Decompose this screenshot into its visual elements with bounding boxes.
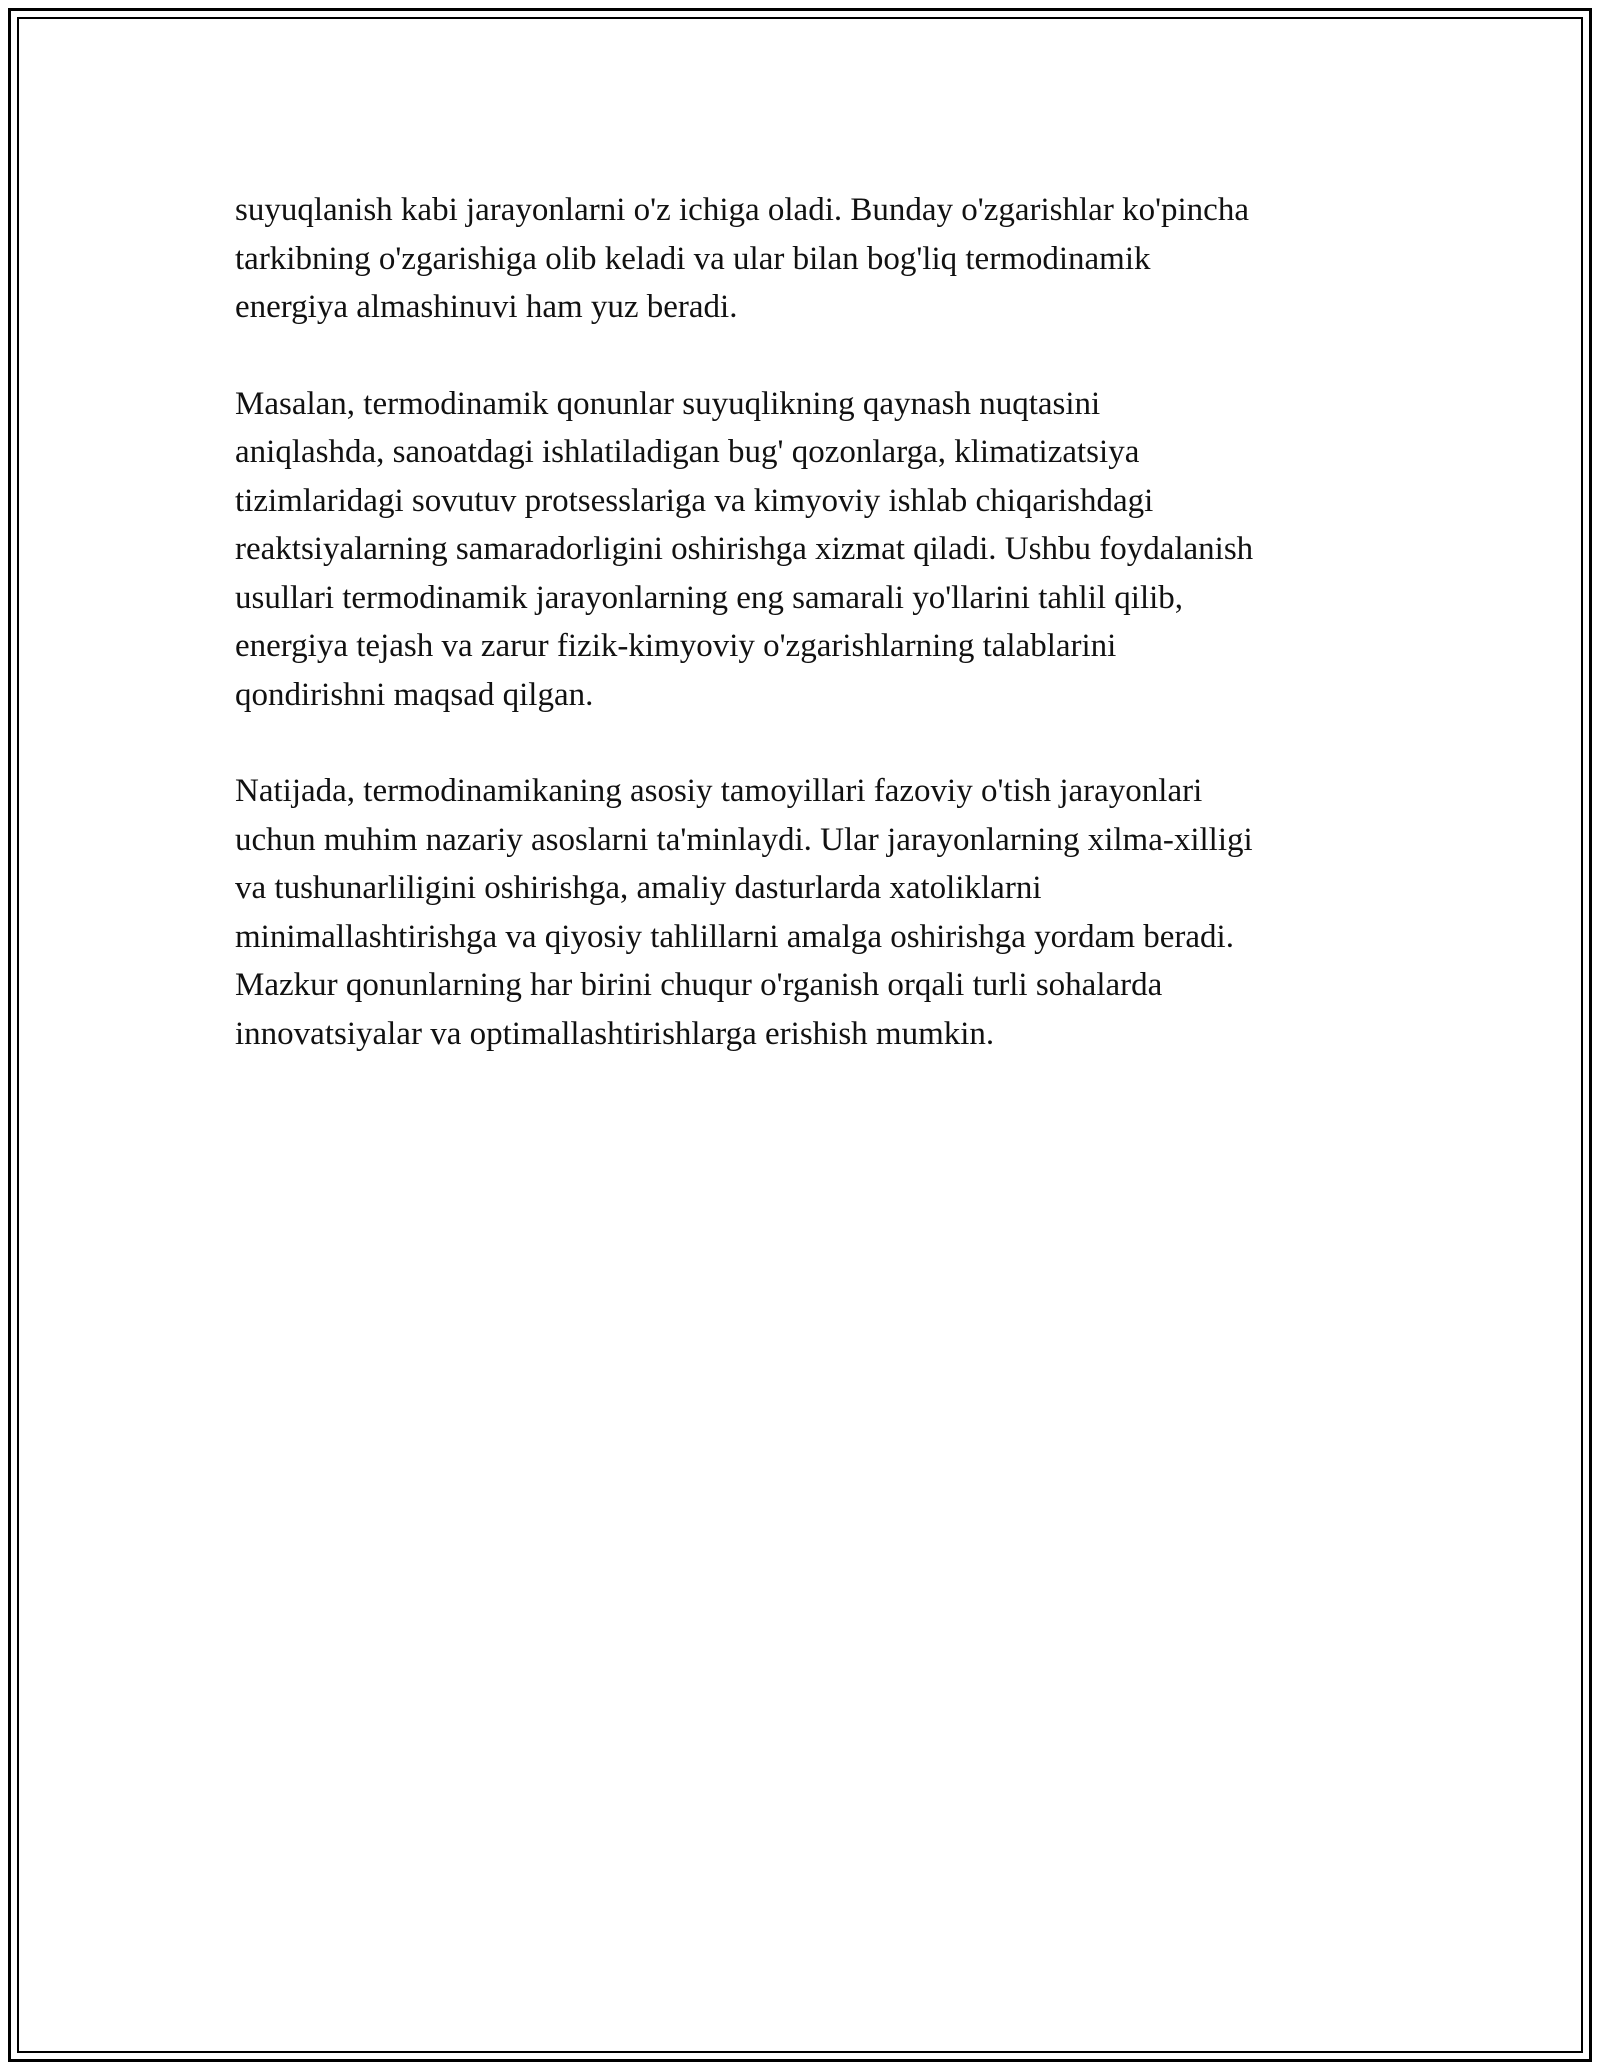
- text-line: minimallashtirishga va qiyosiy tahlillarni amalga oshirishga yordam beradi.: [235, 918, 1234, 955]
- paragraph-3: [235, 767, 1375, 1058]
- text-line: suyuqlanish kabi jarayonlarni o'z ichiga oladi. Bunday o'zgarishlar ko'pincha: [235, 192, 1249, 228]
- text-line: Masalan, termodinamik qonunlar suyuqlikning qaynash nuqtasini: [235, 385, 1101, 422]
- text-line: Mazkur qonunlarning har birini chuqur o'rganish orqali turli sohalarda: [235, 967, 1163, 1003]
- paragraph-2: [235, 380, 1375, 720]
- text-line: innovatsiyalar va optimallashtirishlarga erishish mumkin.: [235, 1015, 995, 1052]
- document-body: [235, 186, 1375, 1106]
- text-line: energiya tejash va zarur fizik-kimyoviy o'zgarishlarning talablarini: [235, 628, 1117, 664]
- text-line: tizimlaridagi sovutuv protsesslariga va kimyoviy ishlab chiqarishdagi: [235, 482, 1154, 519]
- text-line: uchun muhim nazariy asoslarni ta'minlaydi. Ular jarayonlarning xilma-xilligi: [235, 821, 1253, 858]
- text-line: tarkibning o'zgarishiga olib keladi va ular bilan bog'liq termodinamik: [235, 240, 1151, 277]
- text-line: va tushunarliligini oshirishga, amaliy dasturlarda xatoliklarni: [235, 870, 1042, 906]
- text-line: energiya almashinuvi ham yuz beradi.: [235, 289, 738, 325]
- paragraph-1: [235, 186, 1375, 332]
- text-line: Natijada, termodinamikaning asosiy tamoyillari fazoviy o'tish jarayonlari: [235, 773, 1203, 809]
- text-line: aniqlashda, sanoatdagi ishlatiladigan bug' qozonlarga, klimatizatsiya: [235, 434, 1140, 470]
- text-line: reaktsiyalarning samaradorligini oshirishga xizmat qiladi. Ushbu foydalanish: [235, 531, 1254, 567]
- text-line: qondirishni maqsad qilgan.: [235, 676, 594, 713]
- text-line: usullari termodinamik jarayonlarning eng samarali yo'llarini tahlil qilib,: [235, 579, 1184, 616]
